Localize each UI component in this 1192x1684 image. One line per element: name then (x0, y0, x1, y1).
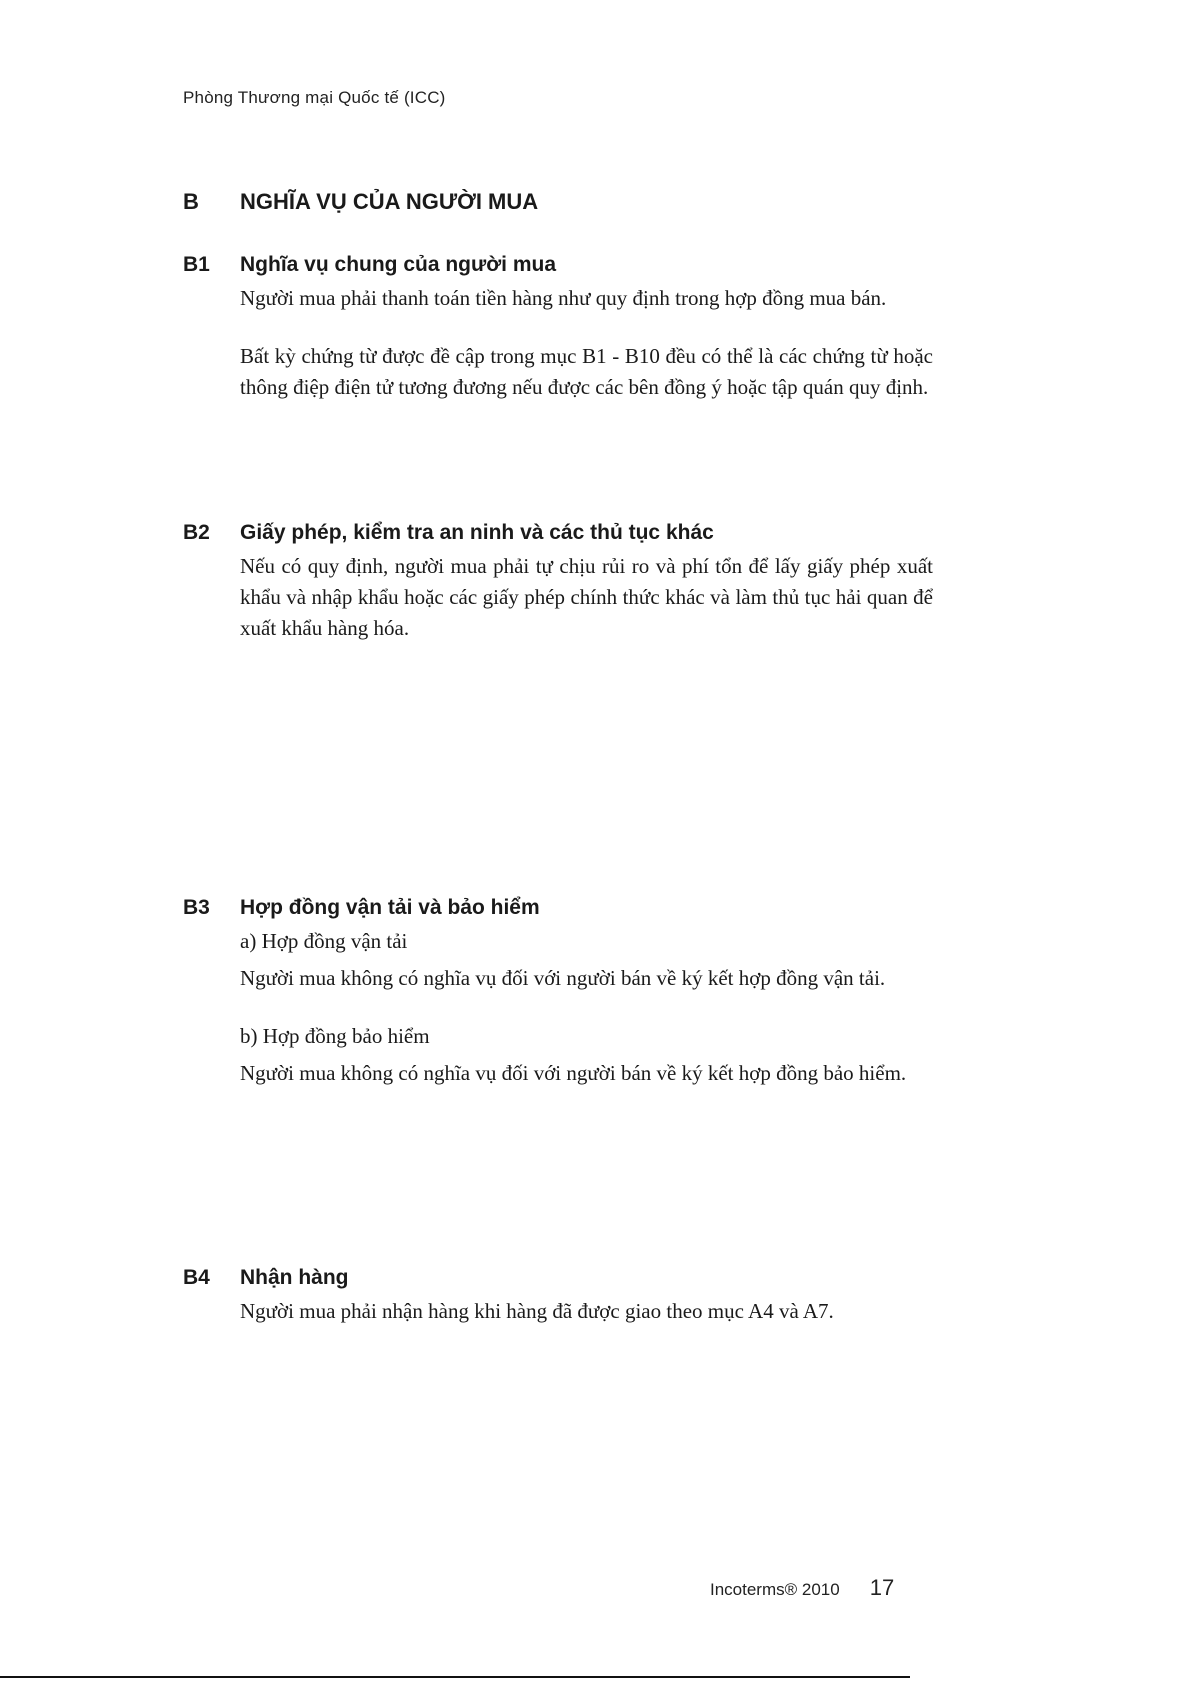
paragraph: Người mua phải nhận hàng khi hàng đã được giao theo mục A4 và A7. (240, 1299, 834, 1323)
section-title: Giấy phép, kiểm tra an ninh và các thủ tục khác (240, 521, 714, 544)
part-heading (183, 189, 538, 215)
section-body (240, 1296, 933, 1327)
page-footer (710, 1575, 894, 1601)
section-heading (183, 894, 933, 922)
paragraph: Người mua phải thanh toán tiền hàng như quy định trong hợp đồng mua bán. (240, 286, 887, 310)
section-code: B3 (183, 896, 210, 919)
section-heading (183, 519, 933, 547)
section-code: B1 (183, 253, 210, 276)
part-title: NGHĨA VỤ CỦA NGƯỜI MUA (240, 189, 539, 214)
section-b3 (183, 894, 933, 1089)
section-body (240, 283, 933, 403)
section-heading (183, 251, 933, 279)
section-b1 (183, 251, 933, 403)
section-title: Nhận hàng (240, 1266, 349, 1289)
part-code: B (183, 189, 199, 214)
section-code: B2 (183, 521, 210, 544)
subheading-insurance: b) Hợp đồng bảo hiểm (240, 1024, 430, 1048)
subheading-transport: a) Hợp đồng vận tải (240, 929, 408, 953)
footer-book-title: Incoterms® 2010 (710, 1580, 840, 1599)
section-heading (183, 1264, 933, 1292)
paragraph: Bất kỳ chứng từ được đề cập trong mục B1 - B10 đều có thể là các chứng từ hoặc thông điệp điện tử tương đương nếu được các bên đồng ý hoặc tập quán quy định. (240, 344, 933, 399)
bottom-rule (0, 1676, 910, 1678)
section-body (240, 551, 933, 644)
section-title: Hợp đồng vận tải và bảo hiểm (240, 896, 540, 919)
section-code: B4 (183, 1266, 210, 1289)
section-b2 (183, 519, 933, 644)
section-b4 (183, 1264, 933, 1327)
section-body (240, 926, 933, 1089)
section-title: Nghĩa vụ chung của người mua (240, 253, 556, 276)
page-number: 17 (869, 1575, 895, 1600)
paragraph: Nếu có quy định, người mua phải tự chịu rủi ro và phí tổn để lấy giấy phép xuất khẩu và nhập khẩu hoặc các giấy phép chính thức khác và làm thủ tục hải quan để xuất khẩu hàng hóa. (240, 554, 933, 640)
running-header: Phòng Thương mại Quốc tế (ICC) (183, 88, 446, 107)
paragraph: Người mua không có nghĩa vụ đối với người bán về ký kết hợp đồng vận tải. (240, 966, 886, 990)
paragraph: Người mua không có nghĩa vụ đối với người bán về ký kết hợp đồng bảo hiểm. (240, 1061, 907, 1085)
